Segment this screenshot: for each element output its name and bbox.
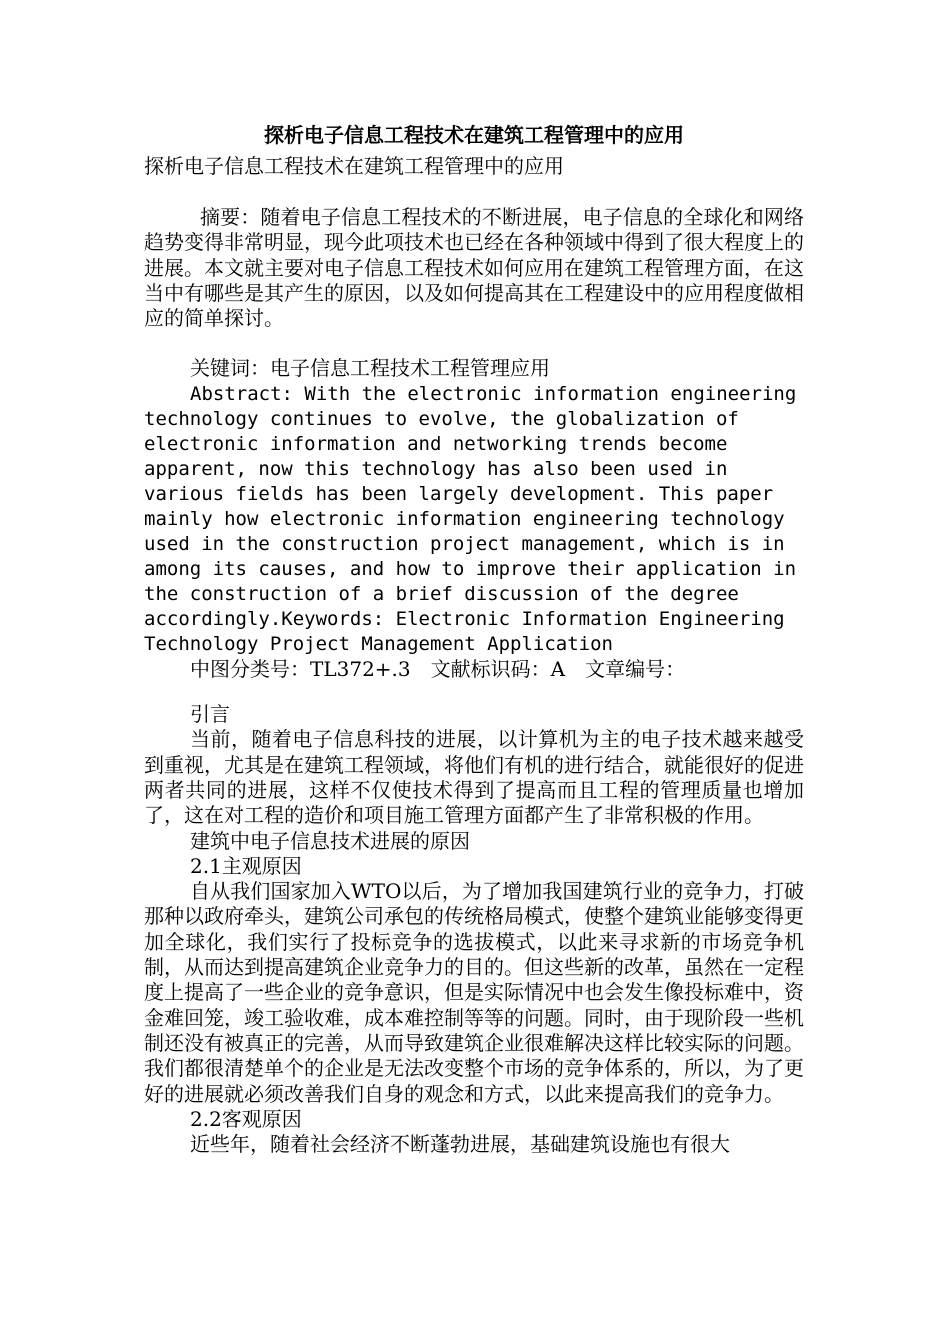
- document-title: 探析电子信息工程技术在建筑工程管理中的应用: [264, 123, 684, 147]
- abstract-english: Abstract: With the electronic information engineering technology continues to evolve, the globalization of electronic information and networking trends become apparent, now this technology has also been used in various fields has been largely development. This paper mainly how electronic information engineering technology used in the construction project management, which is in among its causes, and how to improve their application in the construction of a brief discussion of the degree accordingly.Keywords: Electronic Information Engineering Technology Project Management Application: [144, 382, 797, 655]
- subjective-paragraph: 自从我们国家加入WTO以后，为了增加我国建筑行业的竞争力，打破那种以政府牵头，建筑公司承包的传统格局模式，使整个建筑业能够变得更加全球化，我们实行了投标竞争的选拔模式，以此来寻求新的市场竞争机制，从而达到提高建筑企业竞争力的目的。但这些新的改革，虽然在一定程度上提高了一些企业的竞争意识，但是实际情况中也会发生像投标难中，资金难回笼，竣工验收难，成本难控制等等的问题。同时，由于现阶段一些机制还没有被真正的完善，从而导致建筑企业很难解决这样比较实际的问题。我们都很清楚单个的企业是无法改变整个市场的竞争体系的，所以，为了更好的进展就必须改善我们自身的观念和方式，以此来提高我们的竞争力。: [144, 879, 804, 1106]
- document-subtitle: 探析电子信息工程技术在建筑工程管理中的应用: [144, 154, 564, 178]
- document-page: [144, 118, 804, 1157]
- intro-heading: 引言: [190, 702, 230, 727]
- spacer: [144, 180, 804, 205]
- objective-paragraph: 近些年，随着社会经济不断蓬勃进展，基础建筑设施也有很大: [190, 1132, 730, 1157]
- classification-line: 中图分类号：TL372+.3 文献标识码：A 文章编号：: [190, 656, 686, 681]
- intro-paragraph: 当前，随着电子信息科技的进展，以计算机为主的电子技术越来越受到重视，尤其是在建筑工程领域，将他们有机的进行结合，就能很好的促进两者共同的进展，这样不仅使技术得到了提高而且工程的管理质量也增加了，这在对工程的造价和项目施工管理方面都产生了非常积极的作用。: [144, 727, 804, 828]
- abstract-chinese: 摘要：随着电子信息工程技术的不断进展，电子信息的全球化和网络趋势变得非常明显，现今此项技术也已经在各种领域中得到了很大程度上的进展。本文就主要对电子信息工程技术如何应用在建筑工程管理方面，在这当中有哪些是其产生的原因，以及如何提高其在工程建设中的应用程度做相应的简单探讨。: [144, 205, 804, 331]
- keywords-chinese: 关键词：电子信息工程技术工程管理应用: [190, 356, 550, 381]
- subsection-heading-subjective: 2.1主观原因: [190, 853, 302, 878]
- subsection-heading-objective: 2.2客观原因: [190, 1106, 302, 1131]
- spacer: [144, 331, 804, 356]
- section-heading: 建筑中电子信息技术进展的原因: [190, 828, 470, 853]
- spacer: [144, 682, 804, 702]
